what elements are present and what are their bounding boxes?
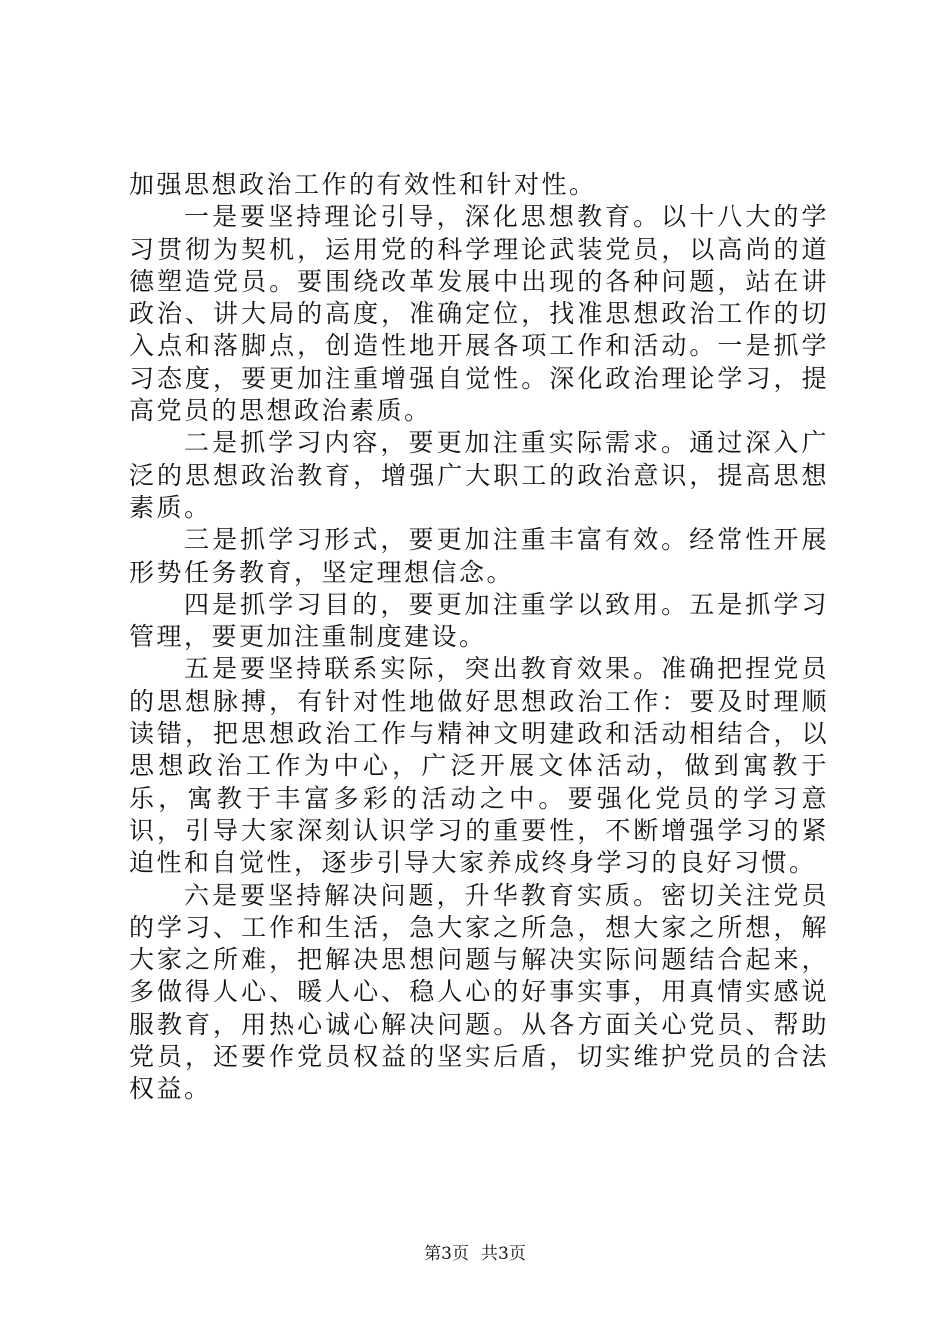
paragraph-6: 五是要坚持联系实际，突出教育效果。准确把捏党员的思想脉搏，有针对性地做好思想政治工作：要及时理顺读错，把思想政治工作与精神文明建政和活动相结合，以思想政治工作为中心，广泛开展文体活动，做到寓教于乐，寓教于丰富多彩的活动之中。要强化党员的学习意识，引导大家深刻认识学习的重要性，不断增强学习的紧迫性和自觉性，逐步引导大家养成终身学习的良好习惯。 [129, 654, 829, 878]
paragraph-2: 一是要坚持理论引导，深化思想教育。以十八大的学习贯彻为契机，运用党的科学理论武装党员，以高尚的道德塑造党员。要围绕改革发展中出现的各种问题，站在讲政治、讲大局的高度，准确定位，找准思想政治工作的切入点和落脚点，创造性地开展各项工作和活动。一是抓学习态度，要更加注重增强自觉性。深化政治理论学习，提高党员的思想政治素质。 [129, 202, 829, 426]
paragraph-5: 四是抓学习目的，要更加注重学以致用。五是抓学习管理，要更加注重制度建设。 [129, 589, 829, 652]
page-number-total: 共3页 [481, 1244, 526, 1264]
page-number-current: 第3页 [424, 1244, 469, 1264]
paragraph-7: 六是要坚持解决问题，升华教育实质。密切关注党员的学习、工作和生活，急大家之所急，想大家之所想，解大家之所难，把解决思想问题与解决实际问题结合起来，多做得人心、暖人心、稳人心的好事实事，用真情实感说服教育，用热心诚心解决问题。从各方面关心党员、帮助党员，还要作党员权益的坚实后盾，切实维护党员的合法权益。 [129, 880, 829, 1104]
paragraph-1: 加强思想政治工作的有效性和针对性。 [129, 170, 597, 199]
document-body [129, 169, 829, 1106]
page-footer [0, 1243, 950, 1265]
paragraph-4: 三是抓学习形式，要更加注重丰富有效。经常性开展形势任务教育，坚定理想信念。 [129, 525, 829, 587]
paragraph-3: 二是抓学习内容，要更加注重实际需求。通过深入广泛的思想政治教育，增强广大职工的政治意识，提高思想素质。 [129, 428, 829, 522]
